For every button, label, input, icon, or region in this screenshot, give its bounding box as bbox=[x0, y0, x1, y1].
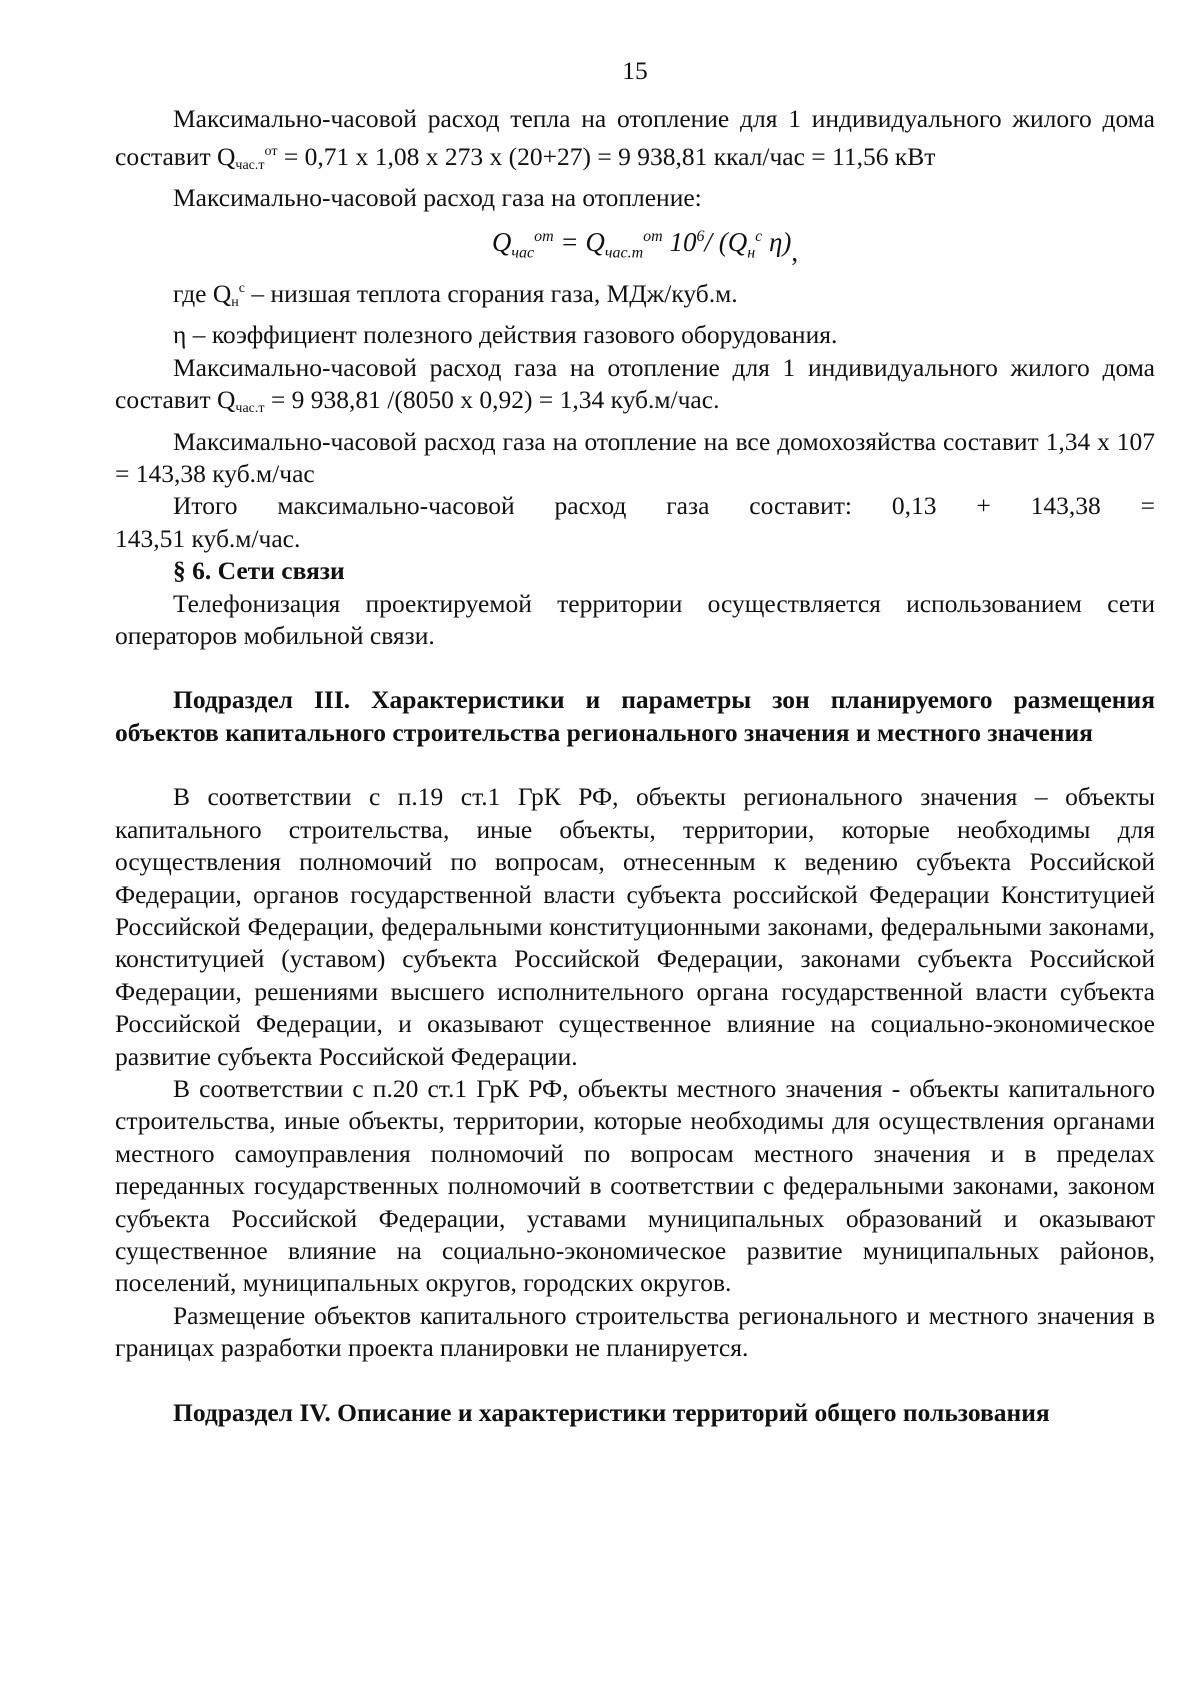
formula-part: 10 bbox=[662, 226, 697, 257]
subsection4-heading: Подраздел IV. Описание и характеристики территорий общего пользования bbox=[173, 1397, 1050, 1427]
gas-formula bbox=[125, 217, 1165, 273]
heat-consumption-paragraph bbox=[115, 103, 1155, 182]
formula-sub: н bbox=[747, 244, 756, 262]
formula-part: / (Q bbox=[704, 226, 748, 257]
local-objects-paragraph: В соответствии с п.20 ст.1 ГрК РФ, объекты местного значения - объекты капитального строительства, иные объекты, территории, которые необходимы для осуществления органами местного самоуправления полномочий по вопросам местного значения и в пределах переданных государственных полномочий в соответствии с федеральными законами, законом субъекта Российской Федерации, уставами муниципальных образований и оказывают существенное влияние на социально-экономическое развитие муниципальных районов, поселений, муниципальных округов, городских округов. bbox=[115, 1073, 1155, 1298]
spacer bbox=[115, 749, 1155, 781]
superscript: с bbox=[238, 281, 245, 297]
text-span: где Q bbox=[173, 279, 232, 309]
formula-comma: , bbox=[791, 236, 799, 267]
gas-all-households-paragraph: Максимально-часовой расход газа на отопление на все домохозяйства составит 1,34 х 107 = 143,38 куб.м/час bbox=[115, 426, 1155, 489]
efficiency-definition: η – коэффициент полезного действия газового оборудования. bbox=[173, 320, 838, 350]
text-span: – низшая теплота сгорания газа, МДж/куб.м. bbox=[245, 279, 738, 309]
spacer bbox=[115, 652, 1155, 684]
subscript: час.т bbox=[235, 157, 265, 173]
formula-sup: 6 bbox=[696, 227, 705, 245]
text-span: = 0,71 х 1,08 х 273 х (20+27) = 9 938,81 ккал/час = 11,56 кВт bbox=[277, 141, 936, 171]
text-span: = 9 938,81 /(8050 х 0,92) = 1,34 куб.м/час. bbox=[264, 385, 720, 415]
text-span: Максимально-часовой расход газа на отопление для 1 индивидуального жилого дома составит Q bbox=[115, 352, 1155, 415]
formula-sup: от bbox=[534, 227, 554, 245]
formula-sub: час bbox=[511, 244, 535, 262]
formula-part: η) bbox=[762, 226, 792, 257]
telephony-paragraph: Телефонизация проектируемой территории осуществляется использованием сети операторов мобильной связи. bbox=[115, 588, 1155, 651]
regional-objects-paragraph: В соответствии с п.19 ст.1 ГрК РФ, объекты регионального значения – объекты капитального строительства, иные объекты, территории, которые необходимы для осуществления полномочий по вопросам, отнесенным к ведению субъекта Российской Федерации, органов государственной власти субъекта российской Федерации Конституцией Российской Федерации, федеральными конституционными законами, федеральными законами, конституцией (уставом) субъекта Российской Федерации, законами субъекта Российской Федерации, решениями высшего исполнительного органа государственной власти субъекта Российской Федерации, и оказывают существенное влияние на социально-экономическое развитие субъекта Российской Федерации. bbox=[115, 782, 1155, 1071]
total-gas-line2: 143,51 куб.м/час. bbox=[115, 523, 301, 553]
spacer bbox=[115, 1365, 1155, 1397]
section6-heading: § 6. Сети связи bbox=[173, 556, 345, 586]
formula-sup: с bbox=[755, 227, 763, 245]
superscript: от bbox=[264, 143, 278, 159]
gas-per-house-paragraph bbox=[115, 352, 1155, 426]
total-gas-line1: Итого максимально-часовой расход газа составит: 0,13 + 143,38 = bbox=[173, 491, 1155, 521]
formula-sup: от bbox=[643, 227, 663, 245]
text-span: Максимально-часовой расход тепла на отопление для 1 индивидуального жилого дома составит Q bbox=[115, 104, 1155, 171]
placement-paragraph: Размещение объектов капитального строительства регионального и местного значения в границах разработки проекта планировки не планируется. bbox=[115, 1300, 1155, 1363]
subsection3-heading: Подраздел III. Характеристики и параметры зон планируемого размещения объектов капитального строительства регионального значения и местного значения bbox=[115, 685, 1155, 747]
document-page bbox=[115, 55, 1155, 1429]
formula-part: Q bbox=[491, 226, 512, 257]
formula-sub: час.т bbox=[604, 244, 644, 262]
formula-part: = bbox=[553, 226, 586, 257]
page-number: 15 bbox=[622, 56, 648, 85]
lower-heating-value-definition bbox=[115, 273, 1155, 319]
gas-consumption-intro: Максимально-часовой расход газа на отопление: bbox=[173, 183, 702, 213]
subscript: н bbox=[231, 295, 239, 311]
subscript: час.т bbox=[235, 401, 265, 417]
formula-part: Q bbox=[585, 226, 605, 257]
